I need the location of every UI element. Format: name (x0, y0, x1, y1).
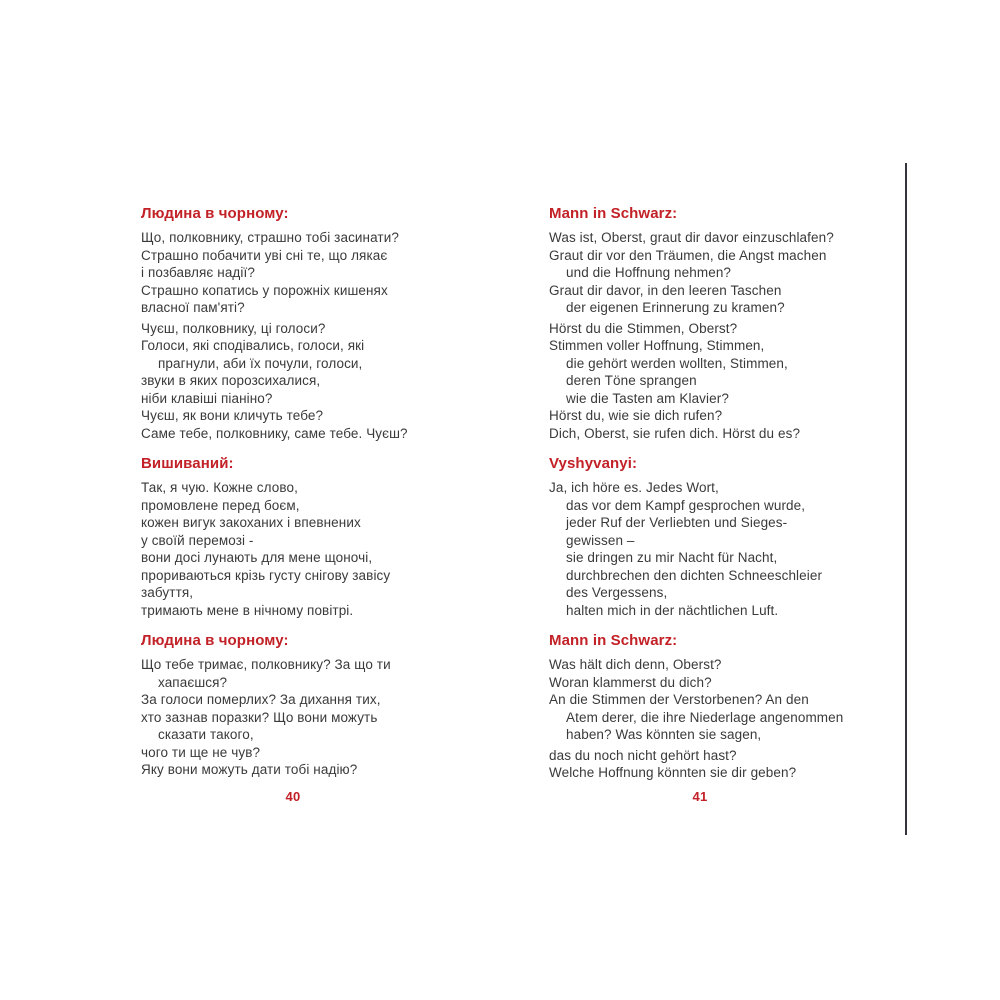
text-line: Саме тебе, полковнику, саме тебе. Чуєш? (141, 425, 408, 441)
text-line: haben? Was könnten sie sagen, (566, 727, 762, 742)
dialogue-section (549, 205, 899, 442)
text-line: сказати такого, (158, 727, 254, 742)
speaker-heading: Людина в чорному: (141, 632, 289, 649)
text-line: Страшно побачити уві сні те, що лякає (141, 247, 388, 263)
text-line: wie die Tasten am Klavier? (566, 390, 729, 406)
text-line: Stimmen voller Hoffnung, Stimmen, (549, 338, 765, 353)
text-line: das vor dem Kampf gesprochen wurde, (566, 497, 806, 513)
text-line: Was ist, Oberst, graut dir davor einzuschlafen? (549, 230, 834, 245)
text-line: und die Hoffnung nehmen? (566, 265, 732, 280)
text-line: Hörst du, wie sie dich rufen? (549, 408, 723, 423)
text-line: Чуєш, як вони кличуть тебе? (141, 408, 324, 423)
text-line: das du noch nicht gehört hast? (549, 747, 737, 763)
text-line: у своїй перемозі - (141, 532, 254, 548)
text-line: die gehört werden wollten, Stimmen, (566, 355, 788, 371)
dialogue-section (549, 632, 899, 782)
right-page (549, 205, 899, 782)
text-line: Graut dir davor, in den leeren Taschen (549, 282, 782, 298)
speaker-heading: Mann in Schwarz: (549, 632, 678, 649)
text-line: Was hält dich denn, Oberst? (549, 657, 722, 672)
text-line: хапаєшся? (158, 674, 228, 690)
speaker-heading: Людина в чорному: (141, 205, 289, 222)
text-line: Hörst du die Stimmen, Oberst? (549, 320, 738, 336)
text-line: тримають мене в нічному повітрі. (141, 602, 354, 618)
text-line: Graut dir vor den Träumen, die Angst machen (549, 247, 827, 263)
text-line: кожен вигук закоханих і впевнених (141, 515, 361, 530)
dialogue-lines (549, 229, 899, 442)
dialogue-lines (141, 479, 476, 619)
text-line: забуття, (141, 585, 194, 600)
text-line: der eigenen Erinnerung zu kramen? (566, 300, 785, 315)
text-line: Atem derer, die ihre Niederlage angenommen (566, 709, 844, 725)
text-line: gewissen – (566, 532, 635, 548)
text-line: Welche Hoffnung könnten sie dir geben? (549, 765, 797, 780)
text-line: halten mich in der nächtlichen Luft. (566, 602, 779, 618)
text-line: durchbrechen den dichten Schneeschleier (566, 567, 823, 583)
text-line: промовлене перед боєм, (141, 497, 300, 513)
text-line: прагнули, аби їх почули, голоси, (158, 355, 363, 371)
text-line: і позбавляє надії? (141, 265, 255, 280)
page-number-right: 41 (692, 789, 708, 804)
text-line: За голоси померлих? За дихання тих, (141, 692, 381, 707)
text-line: прориваються крізь густу снігову завісу (141, 567, 391, 583)
text-line: Що тебе тримає, полковнику? За що ти (141, 657, 391, 672)
text-line: Яку вони можуть дати тобі надію? (141, 762, 358, 777)
text-line: звуки в яких порозсихалися, (141, 373, 321, 388)
speaker-heading: Vyshyvanyi: (549, 455, 638, 472)
text-line: Woran klammerst du dich? (549, 674, 712, 690)
speaker-heading: Вишиваний: (141, 455, 234, 472)
dialogue-section (549, 455, 899, 619)
text-line: Голоси, які сподівались, голоси, які (141, 338, 365, 353)
text-line: Так, я чую. Кожне слово, (141, 480, 298, 495)
text-line: ніби клавіші піаніно? (141, 390, 273, 406)
page-edge-line (905, 163, 907, 835)
text-line: sie dringen zu mir Nacht für Nacht, (566, 550, 778, 565)
text-line: Чуєш, полковнику, ці голоси? (141, 320, 326, 336)
text-line: Що, полковнику, страшно тобі засинати? (141, 230, 399, 245)
text-line: des Vergessens, (566, 585, 668, 600)
text-line: jeder Ruf der Verliebten und Sieges- (566, 515, 788, 530)
text-line: хто зазнав поразки? Що вони можуть (141, 709, 378, 725)
speaker-heading: Mann in Schwarz: (549, 205, 678, 222)
text-line: deren Töne sprangen (566, 373, 697, 388)
text-line: чого ти ще не чув? (141, 744, 261, 760)
text-line: вони досі лунають для мене щоночі, (141, 550, 373, 565)
dialogue-section (141, 455, 476, 619)
page-number-left: 40 (285, 789, 301, 804)
dialogue-lines (549, 656, 899, 782)
dialogue-section (141, 205, 476, 442)
text-line: An die Stimmen der Verstorbenen? An den (549, 692, 809, 707)
left-page (141, 205, 476, 779)
dialogue-section (141, 632, 476, 779)
dialogue-lines (141, 229, 476, 442)
text-line: Страшно копатись у порожніх кишенях (141, 282, 388, 298)
dialogue-lines (141, 656, 476, 779)
text-line: Ja, ich höre es. Jedes Wort, (549, 480, 719, 495)
dialogue-lines (549, 479, 899, 619)
text-line: Dich, Oberst, sie rufen dich. Hörst du es? (549, 425, 801, 441)
text-line: власної пам'яті? (141, 300, 245, 315)
